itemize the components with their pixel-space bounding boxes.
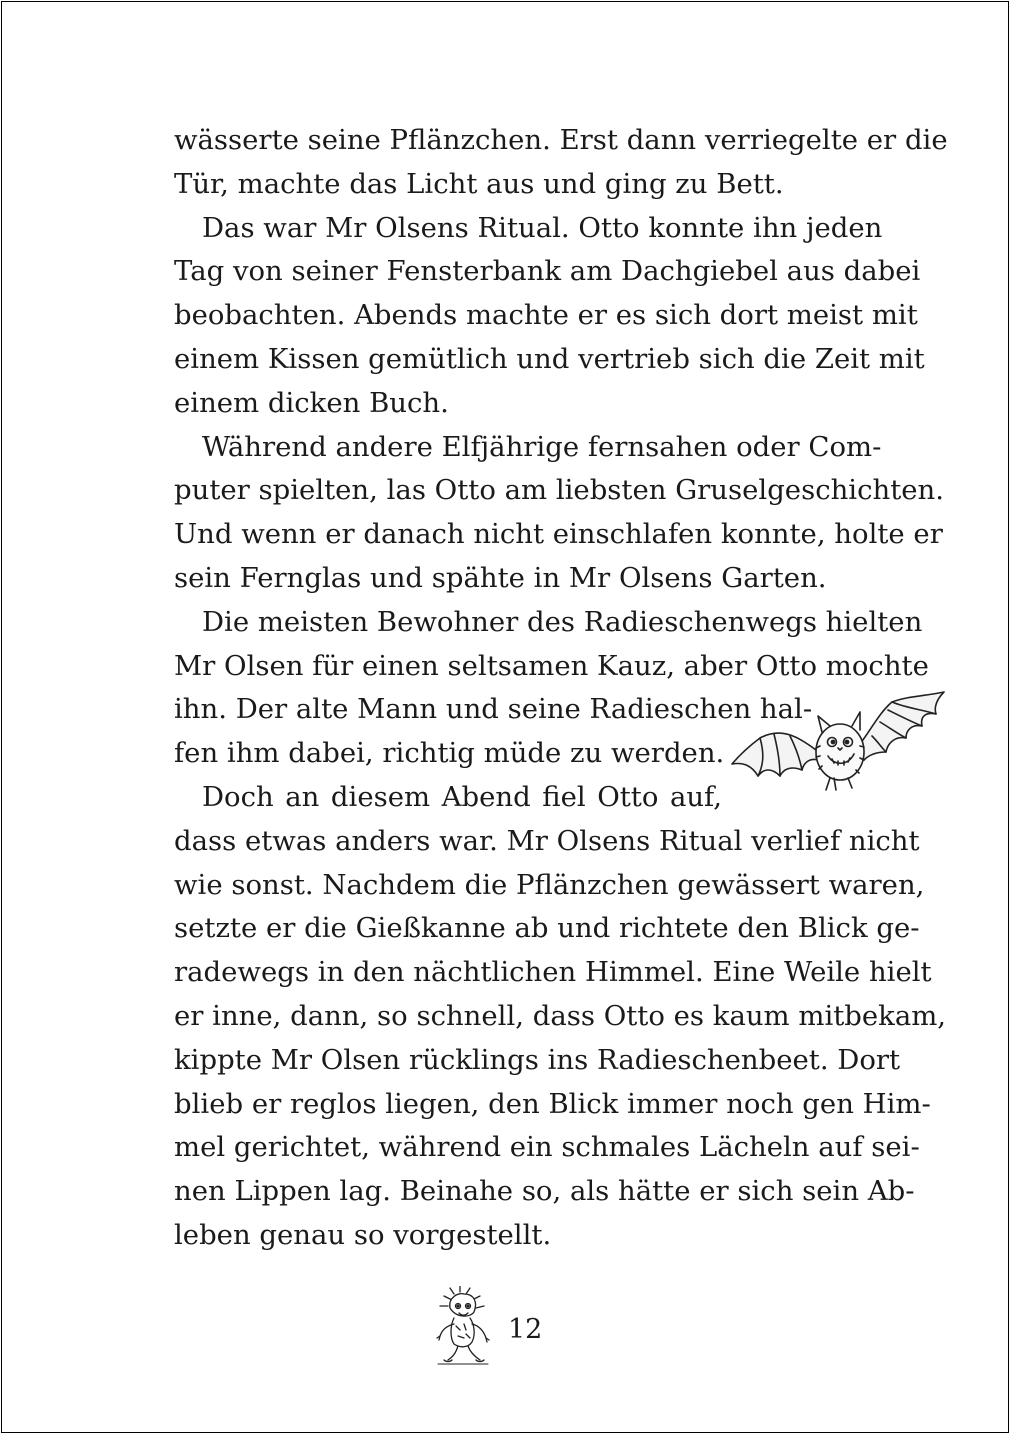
text-line: mel gerichtet, während ein schmales Lächeln auf sei- [174,1131,920,1164]
text-line: Tag von seiner Fensterbank am Dachgiebel aus dabei [174,255,921,288]
text-line: wie sonst. Nachdem die Pflänzchen gewässert waren, [174,868,925,901]
text-line: dass etwas anders war. Mr Olsens Ritual verlief nicht [174,824,920,857]
paragraph-1 [174,119,948,207]
text-line: leben genau so vorgestellt. [174,1218,552,1251]
text-line: Das war Mr Olsens Ritual. Otto konnte ihn jeden [202,211,883,244]
text-line: beobachten. Abends machte er es sich dort meist mit [174,299,918,332]
text-line: radewegs in den nächtlichen Himmel. Eine Weile hielt [174,956,932,989]
text-line: Während andere Elfjährige fernsahen oder Com- [202,430,882,463]
bat-illustration [730,686,948,800]
text-line: einem dicken Buch. [174,386,449,419]
text-line: Doch an diesem Abend fiel Otto auf, [202,780,722,813]
book-page [1,1,1009,1433]
text-line: wässerte seine Pflänzchen. Erst dann verriegelte er die [174,124,948,156]
elf-illustration [432,1286,494,1366]
paragraph-3 [174,426,944,601]
text-line: Mr Olsen für einen seltsamen Kauz, aber Otto mochte [174,649,929,682]
text-line: blieb er reglos liegen, den Blick immer noch gen Him- [174,1087,931,1120]
text-line: fen ihm dabei, richtig müde zu werden. [174,737,725,770]
paragraph-2 [174,207,925,426]
text-line: einem Kissen gemütlich und vertrieb sich die Zeit mit [174,342,925,375]
text-line: ihn. Der alte Mann und seine Radieschen hal- [174,693,813,726]
text-line: Die meisten Bewohner des Radieschenwegs hielten [202,605,923,638]
text-line: sein Fernglas und spähte in Mr Olsens Garten. [174,561,827,594]
text-line: Tür, machte das Licht aus und ging zu Bett. [174,167,784,200]
text-line: puter spielten, las Otto am liebsten Gruselgeschichten. [174,474,944,507]
text-line: kippte Mr Olsen rücklings ins Radieschenbeet. Dort [174,1043,901,1076]
text-line: er inne, dann, so schnell, dass Otto es kaum mitbekam, [174,999,947,1032]
page-number: 12 [508,1314,543,1345]
text-line: nen Lippen lag. Beinahe so, als hätte er sich sein Ab- [174,1175,915,1208]
text-line: setzte er die Gießkanne ab und richtete den Blick ge- [174,912,920,945]
text-line: Und wenn er danach nicht einschlafen konnte, holte er [174,518,943,551]
paragraph-5 [174,776,947,1258]
